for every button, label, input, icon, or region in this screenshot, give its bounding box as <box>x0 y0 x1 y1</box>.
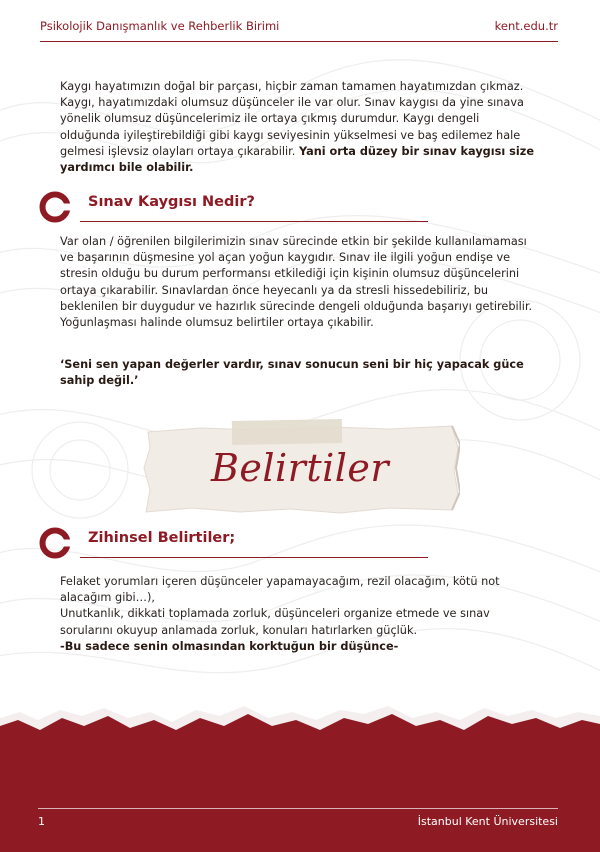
section-heading-sinav-kaygisi <box>38 188 428 228</box>
page-footer <box>38 808 558 833</box>
section-divider <box>80 557 428 558</box>
footer-institution: İstanbul Kent Üniversitesi <box>417 814 558 828</box>
header-unit-name: Psikolojik Danışmanlık ve Rehberlik Birimi <box>40 19 280 33</box>
page-number: 1 <box>38 814 45 828</box>
section-ring-icon <box>38 524 76 562</box>
page-header <box>40 19 558 42</box>
section-title: Sınav Kaygısı Nedir? <box>88 194 255 210</box>
header-website: kent.edu.tr <box>494 19 558 33</box>
section2-body <box>60 574 542 655</box>
section-ring-icon <box>38 188 76 226</box>
section1-quote: ‘Seni sen yapan değerler vardır, sınav sonucun seni bir hiç yapacak güce sahip değil.’ <box>60 358 524 388</box>
symptom-line-2: Unutkanlık, dikkati toplamada zorluk, düşünceleri organize etmede ve sınav sorularını okuyup anlamada zorluk, konuları hatırlarken güçlük. <box>60 607 490 637</box>
section1-body: Var olan / öğrenilen bilgilerimizin sınav sürecinde etkin bir şekilde kullanılamaması ve başarının düşmesine yol açan yoğun kaygıdır. Sınav ile ilgili yoğun endişe ve stresin olduğu bu durum performansı etkilediği için kişinin olumsuz düşüncelerini ortaya çıkarabilir. Sınavlardan önce heyecanlı ya da stresli hissedebiliriz, bu beklenilen bir duygudur ve hazırlık sürecinde dengeli olduğunda başarıyı getirebilir. Yoğunlaşması halinde olumsuz belirtiler ortaya çıkabilir. <box>60 235 533 330</box>
intro-bold-text: Yani orta düzey bir sınav kaygısı size yardımcı bile olabilir. <box>60 144 534 175</box>
symptom-line-1: Felaket yorumları içeren düşünceler yapamayacağım, rezil olacağım, kötü not alacağım gibi…), <box>60 575 500 605</box>
section-title: Zihinsel Belirtiler; <box>88 530 236 546</box>
intro-paragraph <box>60 79 542 176</box>
section2-bold-note: -Bu sadece senin olmasından korktuğun bir düşünce- <box>60 639 399 653</box>
banner-title: Belirtiler <box>210 446 390 490</box>
belirtiler-banner <box>140 418 460 518</box>
section-heading-zihinsel <box>38 524 428 564</box>
section-divider <box>80 221 428 222</box>
intro-text: Kaygı hayatımızın doğal bir parçası, hiçbir zaman tamamen hayatımızdan çıkmaz. Kaygı, hayatımızdaki olumsuz düşünceler ile var olur. Sınav kaygısı da yine sınava yönelik olumsuz düşüncelerimiz ile ortaya çıkmış durumdur. Kaygı dengeli olduğunda iyileştirebildiği gibi kaygı seviyesinin yükselmesi ve baş edilemez hale gelmesi işlevsiz olayları ortaya çıkarabilir. <box>60 80 524 158</box>
